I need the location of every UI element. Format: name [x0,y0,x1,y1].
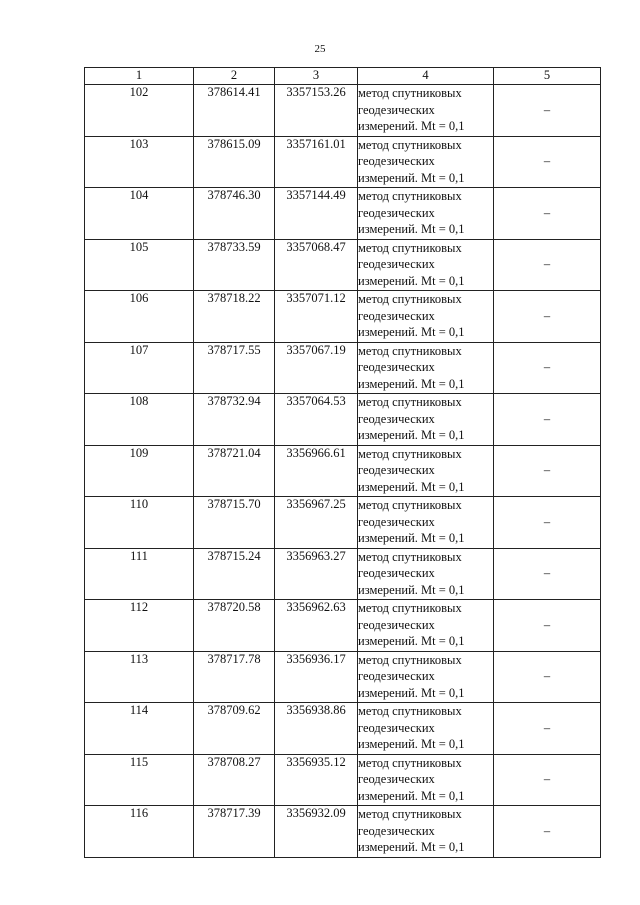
method-cell [358,342,494,394]
column-5-cell: – [494,806,601,858]
x-coordinate-cell: 378717.78 [194,651,275,703]
table-row [85,445,601,497]
method-cell [358,806,494,858]
x-coordinate-cell: 378614.41 [194,85,275,137]
column-5-cell: – [494,394,601,446]
method-line: измерений. Mt = 0,1 [358,582,465,597]
point-number-cell: 114 [85,703,194,755]
method-line: измерений. Mt = 0,1 [358,685,465,700]
table-body [85,85,601,858]
method-line: геодезических [358,463,435,477]
method-line: метод спутниковых [358,86,462,100]
x-coordinate-cell: 378717.39 [194,806,275,858]
column-header-3: 3 [275,68,358,85]
method-line: метод спутниковых [358,240,462,255]
method-line: геодезических [358,102,435,117]
y-coordinate-cell: 3356935.12 [275,754,358,806]
method-line: геодезических [358,308,435,323]
column-5-cell: – [494,548,601,600]
point-number-cell: 104 [85,188,194,240]
method-line: геодезических [358,720,435,735]
x-coordinate-cell: 378615.09 [194,136,275,188]
table-row [85,548,601,600]
point-number-cell: 113 [85,651,194,703]
method-line: измерений. Mt = 0,1 [358,737,465,751]
method-line: геодезических [358,566,435,580]
point-number-cell: 110 [85,497,194,549]
x-coordinate-cell: 378720.58 [194,600,275,652]
method-line: метод спутниковых [358,549,462,564]
table-row [85,651,601,703]
method-line: метод спутниковых [358,343,462,358]
method-cell [358,394,494,446]
method-line: измерений. Mt = 0,1 [358,788,465,803]
method-line: измерений. Mt = 0,1 [358,376,465,391]
method-line: измерений. Mt = 0,1 [358,273,465,288]
column-5-cell: – [494,703,601,755]
column-5-cell: – [494,754,601,806]
method-cell [358,703,494,755]
method-line: метод спутниковых [358,601,462,615]
method-line: геодезических [358,205,435,220]
point-number-cell: 112 [85,600,194,652]
method-cell [358,445,494,497]
y-coordinate-cell: 3356938.86 [275,703,358,755]
point-number-cell: 108 [85,394,194,446]
y-coordinate-cell: 3356963.27 [275,548,358,600]
column-header-1: 1 [85,68,194,85]
y-coordinate-cell: 3357068.47 [275,239,358,291]
x-coordinate-cell: 378715.70 [194,497,275,549]
y-coordinate-cell: 3357064.53 [275,394,358,446]
column-5-cell: – [494,136,601,188]
method-line: метод спутниковых [358,292,462,306]
method-line: метод спутниковых [358,807,462,821]
method-line: метод спутниковых [358,395,462,409]
y-coordinate-cell: 3357161.01 [275,136,358,188]
y-coordinate-cell: 3356966.61 [275,445,358,497]
column-5-cell: – [494,445,601,497]
method-line: геодезических [358,514,435,529]
table-row [85,754,601,806]
x-coordinate-cell: 378746.30 [194,188,275,240]
x-coordinate-cell: 378733.59 [194,239,275,291]
table-row [85,342,601,394]
method-line: геодезических [358,669,435,683]
method-line: измерений. Mt = 0,1 [358,170,465,185]
table-header-row [85,68,601,85]
y-coordinate-cell: 3357153.26 [275,85,358,137]
column-5-cell: – [494,188,601,240]
point-number-cell: 107 [85,342,194,394]
column-header-2: 2 [194,68,275,85]
method-cell [358,548,494,600]
column-5-cell: – [494,291,601,343]
x-coordinate-cell: 378708.27 [194,754,275,806]
method-cell [358,85,494,137]
method-cell [358,239,494,291]
method-cell [358,188,494,240]
method-cell [358,497,494,549]
method-line: измерений. Mt = 0,1 [358,840,465,854]
page-number: 25 [314,43,326,55]
method-line: измерений. Mt = 0,1 [358,479,465,494]
x-coordinate-cell: 378732.94 [194,394,275,446]
column-header-5: 5 [494,68,601,85]
table-row [85,600,601,652]
method-line: метод спутниковых [358,446,462,461]
point-number-cell: 105 [85,239,194,291]
column-5-cell: – [494,651,601,703]
x-coordinate-cell: 378709.62 [194,703,275,755]
table-row [85,291,601,343]
point-number-cell: 102 [85,85,194,137]
method-line: метод спутниковых [358,498,462,512]
method-line: измерений. Mt = 0,1 [358,634,465,648]
point-number-cell: 103 [85,136,194,188]
column-5-cell: – [494,600,601,652]
x-coordinate-cell: 378721.04 [194,445,275,497]
method-line: геодезических [358,823,435,838]
y-coordinate-cell: 3357067.19 [275,342,358,394]
method-cell [358,754,494,806]
method-line: геодезических [358,411,435,426]
point-number-cell: 115 [85,754,194,806]
column-header-4: 4 [358,68,494,85]
coordinates-table [84,67,601,858]
method-line: метод спутниковых [358,652,462,667]
table-row [85,239,601,291]
method-line: измерений. Mt = 0,1 [358,428,465,442]
column-5-cell: – [494,85,601,137]
column-5-cell: – [494,342,601,394]
x-coordinate-cell: 378717.55 [194,342,275,394]
method-line: метод спутниковых [358,137,462,152]
table-row [85,806,601,858]
x-coordinate-cell: 378718.22 [194,291,275,343]
y-coordinate-cell: 3356936.17 [275,651,358,703]
point-number-cell: 116 [85,806,194,858]
table-row [85,85,601,137]
method-cell [358,651,494,703]
method-line: метод спутниковых [358,704,462,718]
method-line: измерений. Mt = 0,1 [358,222,465,236]
method-line: метод спутниковых [358,189,462,203]
x-coordinate-cell: 378715.24 [194,548,275,600]
method-cell [358,291,494,343]
y-coordinate-cell: 3356932.09 [275,806,358,858]
method-line: метод спутниковых [358,755,462,770]
method-line: геодезических [358,617,435,632]
method-line: геодезических [358,257,435,271]
table-row [85,497,601,549]
table-row [85,136,601,188]
method-line: измерений. Mt = 0,1 [358,119,465,133]
method-line: измерений. Mt = 0,1 [358,531,465,545]
point-number-cell: 106 [85,291,194,343]
column-5-cell: – [494,497,601,549]
y-coordinate-cell: 3356962.63 [275,600,358,652]
method-line: геодезических [358,154,435,168]
y-coordinate-cell: 3356967.25 [275,497,358,549]
point-number-cell: 111 [85,548,194,600]
table-row [85,703,601,755]
method-line: геодезических [358,360,435,374]
method-cell [358,600,494,652]
method-line: измерений. Mt = 0,1 [358,325,465,339]
method-line: геодезических [358,772,435,786]
y-coordinate-cell: 3357144.49 [275,188,358,240]
table-row [85,394,601,446]
table-row [85,188,601,240]
method-cell [358,136,494,188]
column-5-cell: – [494,239,601,291]
point-number-cell: 109 [85,445,194,497]
y-coordinate-cell: 3357071.12 [275,291,358,343]
